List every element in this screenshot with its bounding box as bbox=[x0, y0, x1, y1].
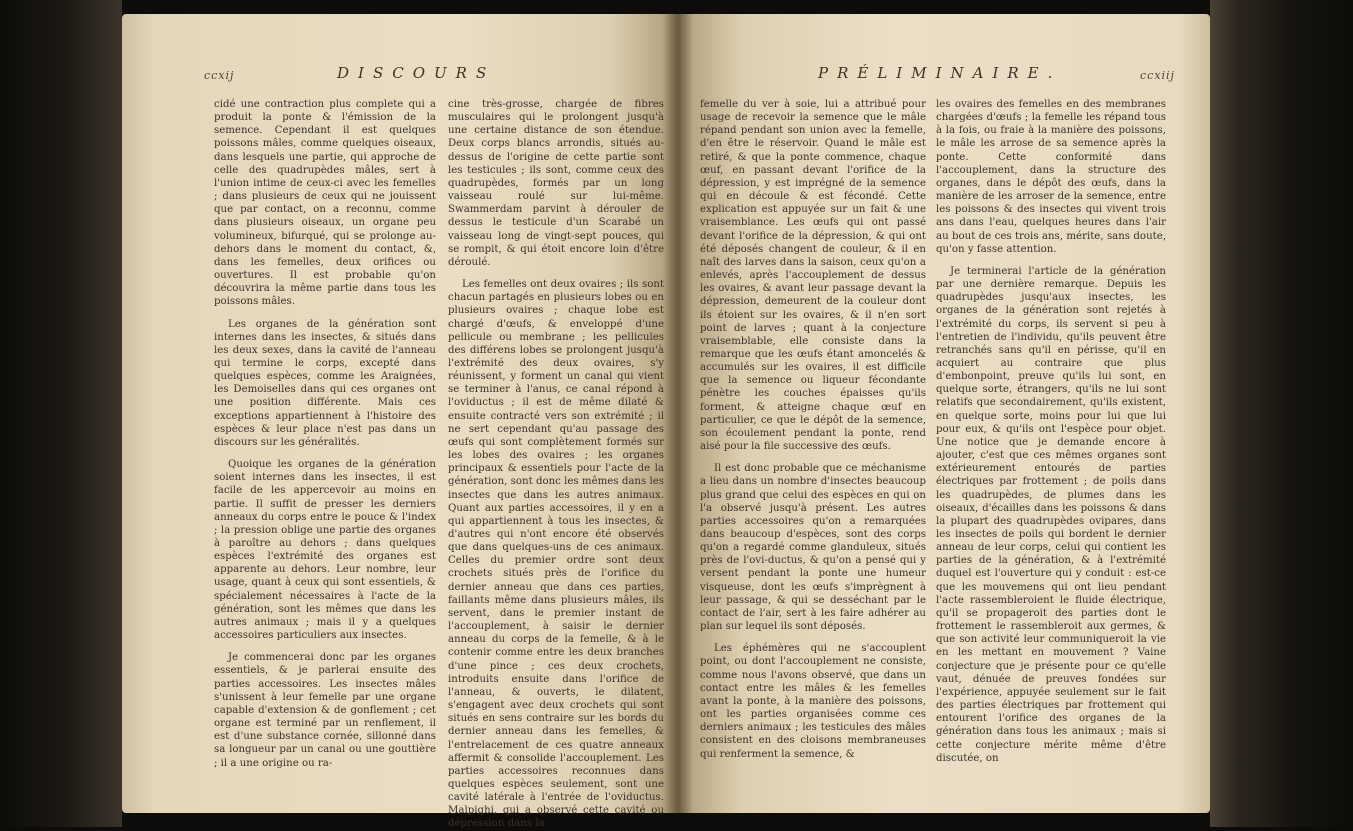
book-fore-edge-right bbox=[1210, 0, 1353, 827]
paragraph: Je commencerai donc par les organes essentiels, & je parlerai ensuite des parties accessoires. Les insectes mâles s'unissent à leur femelle par une organe capable d'extension & de gonflement ; cet organe est terminé par un renflement, il est d'une substance cornée, sillonné dans sa longueur par un canal ou une gouttière ; il a une origine ou ra- bbox=[214, 652, 436, 769]
paragraph: Les femelles ont deux ovaires ; ils sont chacun partagés en plusieurs lobes ou en plusieurs ovaires ; chaque lobe est chargé d'œufs, & enveloppé d'une pellicule ou membrane ; les pellicules des différens lobes se prolongent jusqu'à l'extrémité des deux ovaires, s'y réunissent, y forment un canal qui vient se terminer à l'anus, ce canal répond à l'oviductus ; il est de même dilaté & ensuite contracté vers son extrémité ; il ne sert cependant qu'au passage des œufs qui sont complètement formés sur les lobes des ovaires ; les organes principaux & essentiels pour l'acte de la génération, sont donc les mêmes dans les insectes que dans les autres animaux. Quant aux parties accessoires, il y en a qui appartiennent à tous les insectes, & d'autres qui n'ont encore été observés que dans quelques-uns de ces animaux. Celles du premier ordre sont deux crochets situés près de l'orifice du dernier anneau que dans ces parties, faillants même dans plusieurs mâles, ils servent, dans le premier instant de l'accouplement, à saisir le dernier anneau du corps de la femelle, & à le contenir comme entre les deux branches d'une pince ; ces deux crochets, introduits ensuite dans l'orifice de l'anneau, & ouverts, le dilatent, s'engagent avec deux crochets qui sont situés en sens contraire sur les bords du dernier anneau dans les femelles, & l'entrelacement de ces quatre anneaux affermit & consolide l'accouplement. Les parties accessoires reconnues dans quelques espèces seulement, sont une cavité latérale à l'entrée de l'oviductus. Malpighi, qui a observé cette cavité ou dépression dans la bbox=[448, 279, 664, 830]
left-page bbox=[122, 14, 678, 830]
left-column-a bbox=[214, 98, 436, 795]
right-page bbox=[678, 14, 1210, 813]
paragraph: les ovaires des femelles en des membranes chargées d'œufs ; la femelle les répand tous à la fois, ou fraie à la manière des poissons, le mâle les arrose de sa semence après la ponte. Cette conformité dans l'accouplement, dans la structure des organes, dans le dépôt des œufs, dans la manière de les arroser de la semence, entre les poissons & des insectes qui vivent trois ans dans l'eau, quelques heures dans l'air au bout de ces trois ans, mérite, sans doute, qu'on y fasse attention. bbox=[936, 99, 1166, 255]
left-column-b bbox=[448, 98, 664, 830]
running-head: PRÉLIMINAIRE. bbox=[818, 64, 1062, 82]
paragraph: cidé une contraction plus complete qui a produit la ponte & l'émission de la semence. Cependant il est quelques poissons mâles, comme quelques oiseaux, dans lesquels une partie, qui approche de celle des quadrupèdes mâles, sert à l'union intime de ceux-ci avec les femelles ; dans plusieurs de ceux qui ne jouissent que par contact, on a reconnu, comme dans plusieurs oiseaux, un organe peu volumineux, bifurqué, qui se prolonge au-dehors dans le moment du contact, &, dans les femelles, deux orifices ou ouvertures. Il est probable qu'on découvrira la même partie dans tous les poissons mâles. bbox=[214, 99, 436, 308]
paragraph: Quoique les organes de la génération soient internes dans les insectes, il est facile de les appercevoir au moins en partie. Il suffit de presser les derniers anneaux du corps entre le pouce & l'index ; la pression oblige une partie des organes à paroître au dehors ; dans quelques espèces l'extrémité des organes est apparente au dehors. Leur nombre, leur usage, quant à ceux qui sont essentiels, & spécialement nécessaires à l'acte de la génération, sont les mêmes que dans les autres animaux ; mais il y a quelques accessoires particuliers aux insectes. bbox=[214, 459, 436, 642]
paragraph: Les organes de la génération sont internes dans les insectes, & situés dans les deux sexes, dans la cavité de l'anneau qui termine le corps, excepté dans quelques espèces, comme les Araignées, les Demoiselles dans qui ces organes ont une position différente. Mais ces exceptions appartiennent à l'histoire des espèces & leur place n'est pas dans un discours sur les généralités. bbox=[214, 318, 436, 448]
page-number: ccxij bbox=[204, 69, 235, 82]
paragraph: femelle du ver à soie, lui a attribué pour usage de recevoir la semence que le mâle répand pendant son union avec la femelle, d'en être le réservoir. Quand le mâle est retiré, & que la ponte commence, chaque œuf, en passant devant l'orifice de la dépression, y est imprégné de la semence qui en découle & est fécondé. Cette explication est appuyée sur un fait & une vraisemblance. Les œufs qui ont passé devant l'orifice de la dépression, & qui ont été déposés changent de couleur, & il en naît des larves dans la saison, ceux qu'on a enlevés, après l'accouplement de dessus les ovaires, & avant leur passage devant la dépression, demeurent de la couleur dont ils étoient sur les ovaires, & il n'en sort point de larves ; quant à la conjecture vraisemblable, elle consiste dans la remarque que les œufs étant amoncelés & accumulés sur les ovaires, il est difficile que la semence ou liqueur fécondante pénètre les couches épaisses qu'ils forment, & atteigne chaque œuf en particulier, ce que le dépôt de la semence, son écoulement pendant la ponte, rend aisé pour la file successive des œufs. bbox=[700, 99, 926, 453]
page-number: ccxiij bbox=[1140, 69, 1175, 82]
paragraph: cine très-grosse, chargée de fibres musculaires qui le prolongent jusqu'à une certaine distance de son étendue. Deux corps blancs arrondis, situés au-dessus de l'origine de cette partie sont les testicules ; ils sont, comme ceux des quadrupèdes, formés par un long vaisseau roulé sur lui-même. Swammerdam parvint à dérouler de dessus le testicule d'un Scarabé un vaisseau long de vingt-sept pouces, qui se rompit, & qui étoit encore loin d'être déroulé. bbox=[448, 99, 664, 268]
right-column-a bbox=[700, 98, 926, 795]
paragraph: Les éphémères qui ne s'accouplent point, ou dont l'accouplement ne consiste, comme nous l'avons observé, que dans un contact entre les mâles & les femelles avant la ponte, à la manière des poissons, ont les parties organisées comme ces derniers animaux ; les testicules des mâles consistent en des cloisons membraneuses qui renferment la semence, & bbox=[700, 643, 926, 760]
paragraph: Je terminerai l'article de la génération par une dernière remarque. Depuis les quadrupèdes jusqu'aux insectes, les organes de la génération sont rejetés à l'extrémité du corps, ils servent si peu à l'entretien de l'individu, qu'ils peuvent être retranchés sans qu'il en périsse, qu'il en acquiert au contraire que plus d'embonpoint, preuve qu'ils lui sont, en quelque sorte, étrangers, qu'ils ne lui sont relatifs que secondairement, qu'ils existent, en quelque sorte, moins pour lui que lui pour eux, & qu'ils ont l'espèce pour objet. Une notice que je demande encore à ajouter, c'est que ces mêmes organes sont extérieurement entourés de parties électriques par frottement ; de poils dans les quadrupèdes, de plumes dans les oiseaux, d'écailles dans les poissons & dans la plupart des quadrupèdes ovipares, dans les insectes de poils qui bordent le dernier anneau de leur corps, celui qui contient les parties de la génération, & à l'extrémité duquel est l'ouverture qui y conduit : est-ce que les mouvemens qui ont lieu pendant l'acte rassembleroient le fluide électrique, qu'il se propageroit des parties dont le frottement le rassembleroit aux germes, & que son activité leur communiqueroit la vie en les mettant en mouvement ? Vaine conjecture que je présente pour ce qu'elle vaut, dénuée de preuves fondées sur l'expérience, appuyée seulement sur le fait des parties électriques par frottement qui entourent l'orifice des organes de la génération dans tous les animaux ; mais si cette conjecture mérite même d'être discutée, on bbox=[936, 265, 1166, 764]
book-fore-edge-left bbox=[0, 0, 122, 827]
right-column-b bbox=[936, 98, 1166, 795]
paragraph: Il est donc probable que ce méchanisme a lieu dans un nombre d'insectes beaucoup plus grand que celui des espèces en qui on l'a observé jusqu'à présent. Les autres parties accessoires qu'on a remarquées dans beaucoup d'espèces, sont des corps qu'on a regardé comme glanduleux, situés près de l'ovi-ductus, & qu'on a pensé qui y versent pendant la ponte une humeur visqueuse, dont les œufs s'imprègnent à leur passage, & qui se desséchant par le contact de l'air, sert à les faire adhérer au plan sur lequel ils sont déposés. bbox=[700, 463, 926, 633]
running-head: DISCOURS bbox=[337, 64, 496, 82]
